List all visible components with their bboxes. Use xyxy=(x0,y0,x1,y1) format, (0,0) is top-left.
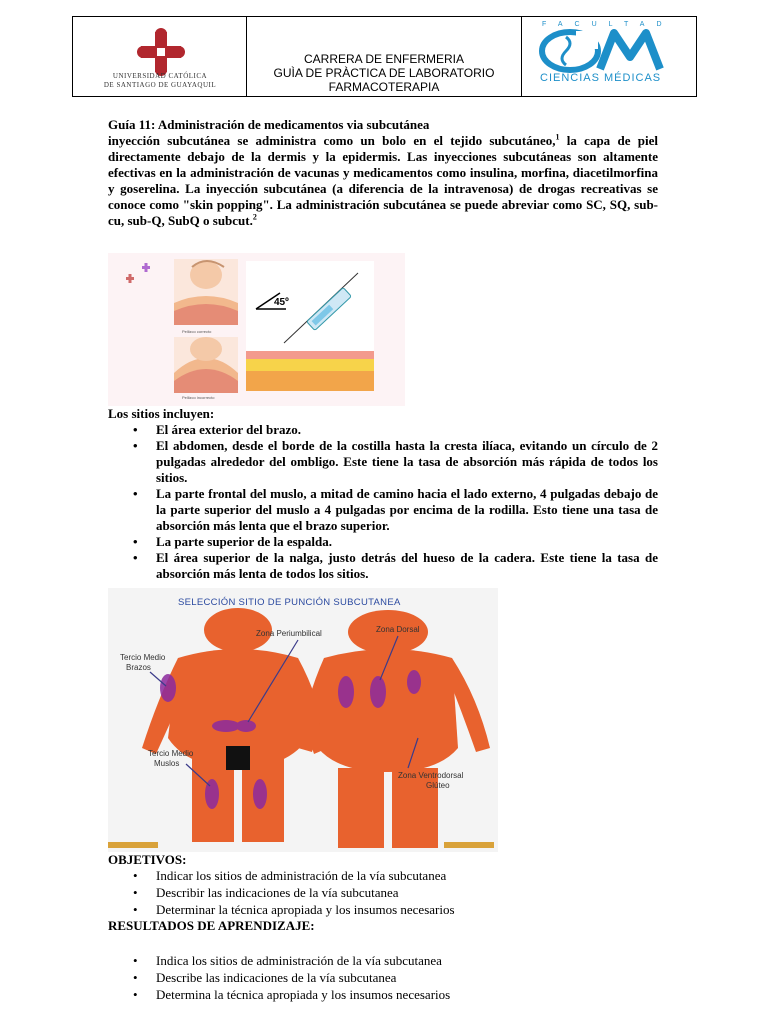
caption-incorrect: Pellizco incorrecto xyxy=(182,395,215,400)
list-item: • Indica los sitios de administración de la vía subcutanea xyxy=(133,953,442,968)
label-periumbilical: Zona Periumbilical xyxy=(256,629,322,638)
list-item: • Describir las indicaciones de la vía subcutanea xyxy=(133,885,399,900)
bullet-icon: • xyxy=(133,987,138,1002)
document-header xyxy=(72,16,697,97)
intro-text-part1: inyección subcutánea se administra como un bolo en el tejido subcutáneo, xyxy=(108,133,556,148)
footnote-ref-2: 2 xyxy=(252,212,257,222)
university-logo-cell xyxy=(73,17,247,96)
guide-intro-paragraph xyxy=(108,133,658,229)
bullet-icon: • xyxy=(133,902,138,917)
faculty-logo-cell xyxy=(522,17,696,96)
bullet-icon: • xyxy=(133,953,138,968)
sites-list xyxy=(108,422,658,582)
bullet-icon: • xyxy=(133,486,138,501)
label-brazos-2: Brazos xyxy=(126,663,151,672)
injection-illustration xyxy=(108,253,405,406)
bullet-icon: • xyxy=(133,885,138,900)
header-guide-type: GUÌA DE PRÀCTICA DE LABORATORIO xyxy=(273,66,495,80)
list-item: • La parte frontal del muslo, a mitad de camino hacia el lado externo, 4 pulgadas debajo de la parte superior del muslo a 4 pulgadas por encima de la rodilla. Esto tiene una tasa de absorción más lenta que el brazo superior. xyxy=(133,486,658,533)
guide-intro xyxy=(108,117,658,229)
objectives-label: OBJETIVOS: xyxy=(108,852,187,867)
angle-label: 45º xyxy=(274,297,289,308)
list-item: • Determinar la técnica apropiada y los insumos necesarios xyxy=(133,902,455,917)
bullet-icon: • xyxy=(133,868,138,883)
label-muslos-2: Muslos xyxy=(154,759,180,768)
list-item: • Describe las indicaciones de la vía subcutanea xyxy=(133,970,397,985)
bullet-icon: • xyxy=(133,438,138,453)
guide-title: Guía 11: Administración de medicamentos via subcutánea xyxy=(108,117,430,132)
caption-correct: Pellizco correcto xyxy=(182,329,212,334)
label-gluteo-2: Glúteo xyxy=(426,781,450,790)
label-muslos-1: Tercio Medio xyxy=(148,749,194,758)
faculty-subtitle: CIENCIAS MÉDICAS xyxy=(540,72,662,84)
intro-text-part2: la capa de piel directamente debajo de la dermis y la epidermis. Las inyecciones subcutáneas son altamente efectivas en la administración de vacunas y medicamentos como insulina, morfina, diacetilmorfina y goserelina. La inyección subcutánea (a diferencia de la intravenosa) de drogas recreativas se conoce como "skin popping". La administración subcutánea se puede abreviar como SC, SQ, sub-cu, sub-Q, SubQ o subcut. xyxy=(108,133,658,228)
label-dorsal: Zona Dorsal xyxy=(376,625,420,634)
body-sites-illustration xyxy=(108,588,498,852)
figure2-title: SELECCIÓN SITIO DE PUNCIÓN SUBCUTANEA xyxy=(178,597,401,608)
label-gluteo-1: Zona Ventrodorsal xyxy=(398,771,464,780)
header-subject: FARMACOTERAPIA xyxy=(328,80,440,94)
objectives-list xyxy=(108,867,658,918)
bullet-icon: • xyxy=(133,970,138,985)
results-list xyxy=(108,952,658,1003)
list-item: • Indicar los sitios de administración de la vía subcutanea xyxy=(133,868,447,883)
list-item: • La parte superior de la espalda. xyxy=(133,534,332,549)
faculty-label: FACULTAD xyxy=(542,21,674,28)
list-item: • El abdomen, desde el borde de la costilla hasta la cresta ilíaca, evitando un círculo de 2 pulgadas alrededor del ombligo. Este tiene la tasa de absorción más rápida de todos los sitios. xyxy=(133,438,658,485)
label-brazos-1: Tercio Medio xyxy=(120,653,166,662)
header-title-cell xyxy=(247,17,522,96)
subcutaneous-injection-figure xyxy=(108,253,405,406)
list-item: • Determina la técnica apropiada y los insumos necesarios xyxy=(133,987,451,1002)
sparkle-icon xyxy=(126,263,150,283)
list-item: • El área superior de la nalga, justo detrás del hueso de la cadera. Este tiene la tasa de absorción más lenta de todos los sitios. xyxy=(133,550,658,581)
results-label: RESULTADOS DE APRENDIZAJE: xyxy=(108,918,315,933)
footnote-ref-1: 1 xyxy=(555,132,560,142)
header-career: CARRERA DE ENFERMERIA xyxy=(303,52,465,66)
bullet-icon: • xyxy=(133,550,138,565)
university-name-line1: UNIVERSIDAD CATÓLICA xyxy=(112,72,208,80)
injection-sites-figure xyxy=(108,588,498,852)
list-item: • El área exterior del brazo. xyxy=(133,422,302,437)
sites-label: Los sitios incluyen: xyxy=(108,406,215,421)
bullet-icon: • xyxy=(133,534,138,549)
privacy-box xyxy=(226,746,250,770)
bullet-icon: • xyxy=(133,422,138,437)
university-name-line2: DE SANTIAGO DE GUAYAQUIL xyxy=(103,81,217,89)
